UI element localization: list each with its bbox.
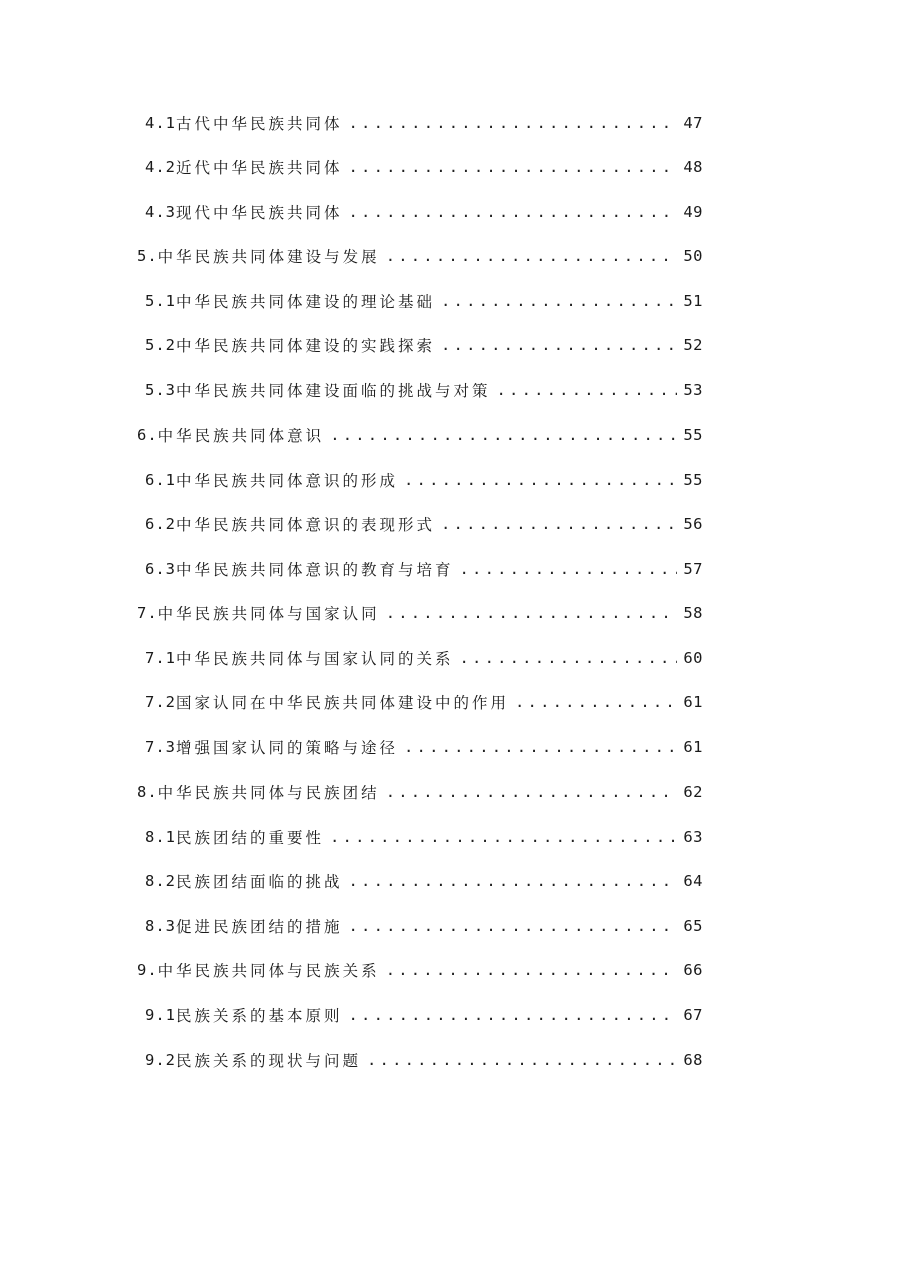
dot-leader bbox=[349, 114, 677, 132]
toc-entry-8-2[interactable] bbox=[145, 866, 703, 896]
toc-entry-title: 中华民族共同体建设与发展 bbox=[157, 248, 380, 266]
toc-entry-page: 60 bbox=[683, 649, 703, 667]
toc-entry-page: 49 bbox=[683, 203, 703, 221]
toc-entry-title: 中华民族共同体意识 bbox=[157, 427, 325, 445]
toc-entry-page: 51 bbox=[683, 292, 703, 310]
toc-entry-number: 9.1 bbox=[145, 1006, 176, 1024]
toc-entry-4-2[interactable] bbox=[145, 152, 703, 182]
toc-entry-9-1[interactable] bbox=[145, 1000, 703, 1030]
toc-entry-number: 6. bbox=[137, 426, 158, 444]
toc-entry-6-1[interactable] bbox=[145, 465, 703, 495]
dot-leader bbox=[460, 560, 677, 578]
dot-leader bbox=[349, 872, 677, 890]
toc-entry-page: 61 bbox=[683, 738, 703, 756]
dot-leader bbox=[404, 471, 677, 489]
toc-entry-page: 62 bbox=[683, 783, 703, 801]
toc-entry-number: 5.1 bbox=[145, 292, 176, 310]
toc-entry-page: 48 bbox=[683, 158, 703, 176]
dot-leader bbox=[386, 961, 677, 979]
toc-entry-page: 61 bbox=[683, 693, 703, 711]
dot-leader bbox=[441, 515, 677, 533]
toc-entry-5-3[interactable] bbox=[145, 375, 703, 405]
toc-entry-page: 68 bbox=[683, 1051, 703, 1069]
dot-leader bbox=[330, 828, 677, 846]
toc-entry-page: 52 bbox=[683, 336, 703, 354]
toc-entry-5-2[interactable] bbox=[145, 330, 703, 360]
toc-entry-page: 56 bbox=[683, 515, 703, 533]
toc-entry-number: 6.1 bbox=[145, 471, 176, 489]
toc-entry-page: 63 bbox=[683, 828, 703, 846]
toc-entry-page: 53 bbox=[683, 381, 703, 399]
toc-entry-number: 5. bbox=[137, 247, 158, 265]
toc-entry-5-1[interactable] bbox=[145, 286, 703, 316]
dot-leader bbox=[441, 336, 677, 354]
toc-entry-8[interactable] bbox=[137, 777, 703, 807]
dot-leader bbox=[386, 604, 677, 622]
toc-entry-title: 中华民族共同体建设面临的挑战与对策 bbox=[176, 382, 491, 400]
dot-leader bbox=[349, 158, 677, 176]
toc-entry-5[interactable] bbox=[137, 241, 703, 271]
toc-entry-6[interactable] bbox=[137, 420, 703, 450]
dot-leader bbox=[386, 247, 677, 265]
toc-entry-9[interactable] bbox=[137, 955, 703, 985]
toc-entry-title: 民族团结的重要性 bbox=[176, 829, 325, 847]
toc-entry-title: 增强国家认同的策略与途径 bbox=[176, 739, 399, 757]
toc-entry-number: 4.3 bbox=[145, 203, 176, 221]
toc-entry-8-1[interactable] bbox=[145, 822, 703, 852]
toc-entry-number: 6.3 bbox=[145, 560, 176, 578]
toc-entry-number: 7.2 bbox=[145, 693, 176, 711]
toc-entry-title: 中华民族共同体意识的形成 bbox=[176, 472, 399, 490]
toc-entry-title: 中华民族共同体建设的理论基础 bbox=[176, 293, 436, 311]
toc-entry-title: 中华民族共同体与民族团结 bbox=[157, 784, 380, 802]
toc-entry-title: 现代中华民族共同体 bbox=[176, 204, 343, 222]
toc-entry-title: 民族团结面临的挑战 bbox=[176, 873, 343, 891]
toc-entry-number: 5.2 bbox=[145, 336, 176, 354]
toc-entry-4-1[interactable] bbox=[145, 108, 703, 138]
toc-entry-number: 8.3 bbox=[145, 917, 176, 935]
toc-entry-title: 民族关系的现状与问题 bbox=[176, 1052, 362, 1070]
toc-entry-page: 55 bbox=[683, 426, 703, 444]
dot-leader bbox=[349, 917, 677, 935]
toc-entry-6-3[interactable] bbox=[145, 554, 703, 584]
toc-entry-page: 55 bbox=[683, 471, 703, 489]
toc-entry-page: 66 bbox=[683, 961, 703, 979]
dot-leader bbox=[460, 649, 677, 667]
dot-leader bbox=[497, 381, 677, 399]
toc-entry-number: 5.3 bbox=[145, 381, 176, 399]
toc-entry-7-2[interactable] bbox=[145, 687, 703, 717]
toc-entry-page: 57 bbox=[683, 560, 703, 578]
toc-entry-6-2[interactable] bbox=[145, 509, 703, 539]
toc-entry-number: 6.2 bbox=[145, 515, 176, 533]
toc-entry-4-3[interactable] bbox=[145, 197, 703, 227]
toc-entry-page: 58 bbox=[683, 604, 703, 622]
dot-leader bbox=[404, 738, 677, 756]
toc-entry-title: 近代中华民族共同体 bbox=[176, 159, 343, 177]
toc-entry-number: 8.1 bbox=[145, 828, 176, 846]
dot-leader bbox=[515, 693, 677, 711]
toc-entry-7-3[interactable] bbox=[145, 732, 703, 762]
toc-entry-number: 8.2 bbox=[145, 872, 176, 890]
toc-entry-page: 50 bbox=[683, 247, 703, 265]
dot-leader bbox=[349, 203, 677, 221]
dot-leader bbox=[330, 426, 677, 444]
toc-entry-title: 促进民族团结的措施 bbox=[176, 918, 343, 936]
toc-entry-title: 中华民族共同体意识的教育与培育 bbox=[176, 561, 454, 579]
toc-entry-page: 47 bbox=[683, 114, 703, 132]
toc-entry-title: 中华民族共同体与民族关系 bbox=[157, 962, 380, 980]
toc-entry-number: 7. bbox=[137, 604, 158, 622]
toc-entry-page: 67 bbox=[683, 1006, 703, 1024]
toc-entry-title: 古代中华民族共同体 bbox=[176, 115, 343, 133]
toc-entry-9-2[interactable] bbox=[145, 1045, 703, 1075]
toc-entry-title: 中华民族共同体与国家认同的关系 bbox=[176, 650, 454, 668]
toc-entry-7-1[interactable] bbox=[145, 643, 703, 673]
toc-entry-title: 民族关系的基本原则 bbox=[176, 1007, 343, 1025]
toc-entry-number: 9.2 bbox=[145, 1051, 176, 1069]
dot-leader bbox=[349, 1006, 677, 1024]
toc-entry-page: 64 bbox=[683, 872, 703, 890]
toc-entry-title: 国家认同在中华民族共同体建设中的作用 bbox=[176, 694, 510, 712]
toc-entry-title: 中华民族共同体建设的实践探索 bbox=[176, 337, 436, 355]
toc-entry-7[interactable] bbox=[137, 598, 703, 628]
toc-entry-8-3[interactable] bbox=[145, 911, 703, 941]
toc-entry-number: 7.1 bbox=[145, 649, 176, 667]
toc-entry-number: 7.3 bbox=[145, 738, 176, 756]
dot-leader bbox=[386, 783, 677, 801]
toc-entry-number: 4.2 bbox=[145, 158, 176, 176]
toc-entry-number: 8. bbox=[137, 783, 158, 801]
toc-entry-title: 中华民族共同体意识的表现形式 bbox=[176, 516, 436, 534]
toc-entry-number: 9. bbox=[137, 961, 158, 979]
toc-entry-number: 4.1 bbox=[145, 114, 176, 132]
dot-leader bbox=[441, 292, 677, 310]
toc-entry-title: 中华民族共同体与国家认同 bbox=[157, 605, 380, 623]
toc-entry-page: 65 bbox=[683, 917, 703, 935]
dot-leader bbox=[367, 1051, 677, 1069]
